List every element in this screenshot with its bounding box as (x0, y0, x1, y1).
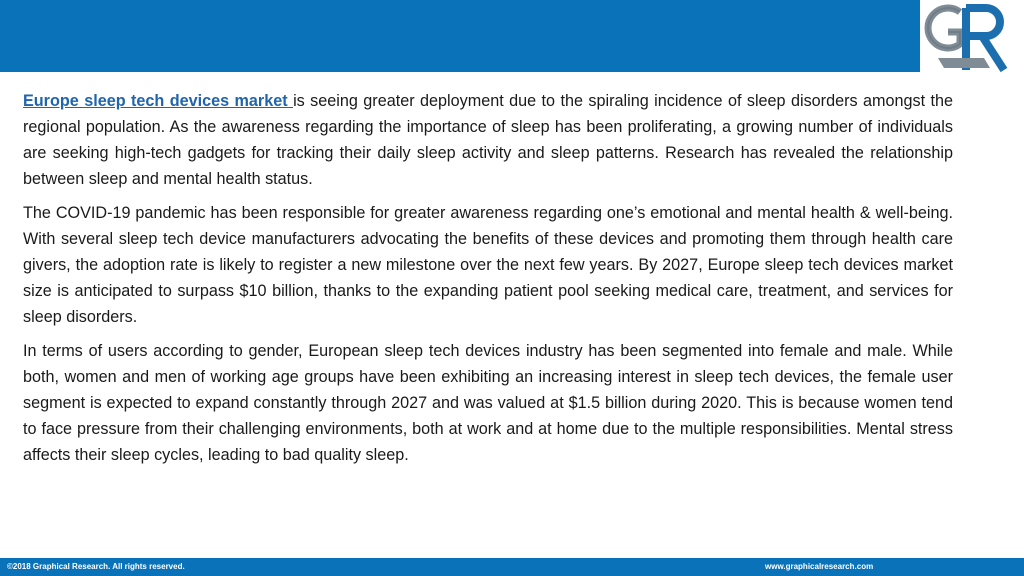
header-bar (0, 0, 1024, 72)
graphical-research-logo[interactable] (920, 0, 1024, 76)
paragraph-covid: The COVID-19 pandemic has been responsible for greater awareness regarding one’s emotional and mental health & well-being. With several sleep tech device manufacturers advocating the benefits of these devices and promoting them through health care givers, the adoption rate is likely to register a new milestone over the next few years. By 2027, Europe sleep tech devices market size is anticipated to surpass $10 billion, thanks to the expanding patient pool seeking medical care, treatment, and services for sleep disorders. (23, 204, 953, 326)
article-body (23, 88, 953, 476)
europe-sleep-tech-market-link[interactable]: Europe sleep tech devices market (23, 92, 294, 110)
copyright-text: ©2018 Graphical Research. All rights reserved. (7, 562, 185, 571)
paragraph-gender-segment: In terms of users according to gender, European sleep tech devices industry has been segmented into female and male. While both, women and men of working age groups have been exhibiting an increasing interest in sleep tech devices, the female user segment is expected to expand constantly through 2027 and was valued at $1.5 billion during 2020. This is because women tend to face pressure from their challenging environments, both at work and at home due to the multiple responsibilities. Mental stress affects their sleep cycles, leading to bad quality sleep. (23, 342, 953, 464)
gr-logo-icon (920, 0, 1024, 76)
paragraph-intro-text: is seeing greater deployment due to the spiraling incidence of sleep disorders amongst the regional population. As the awareness regarding the importance of sleep has been proliferating, a growing number of individuals are seeking high-tech gadgets for tracking their daily sleep activity and sleep patterns. Research has revealed the relationship between sleep and mental health status. (23, 92, 954, 188)
website-link[interactable]: www.graphicalresearch.com (765, 562, 874, 571)
footer-bar (0, 558, 1024, 576)
paragraph-intro (23, 88, 953, 192)
